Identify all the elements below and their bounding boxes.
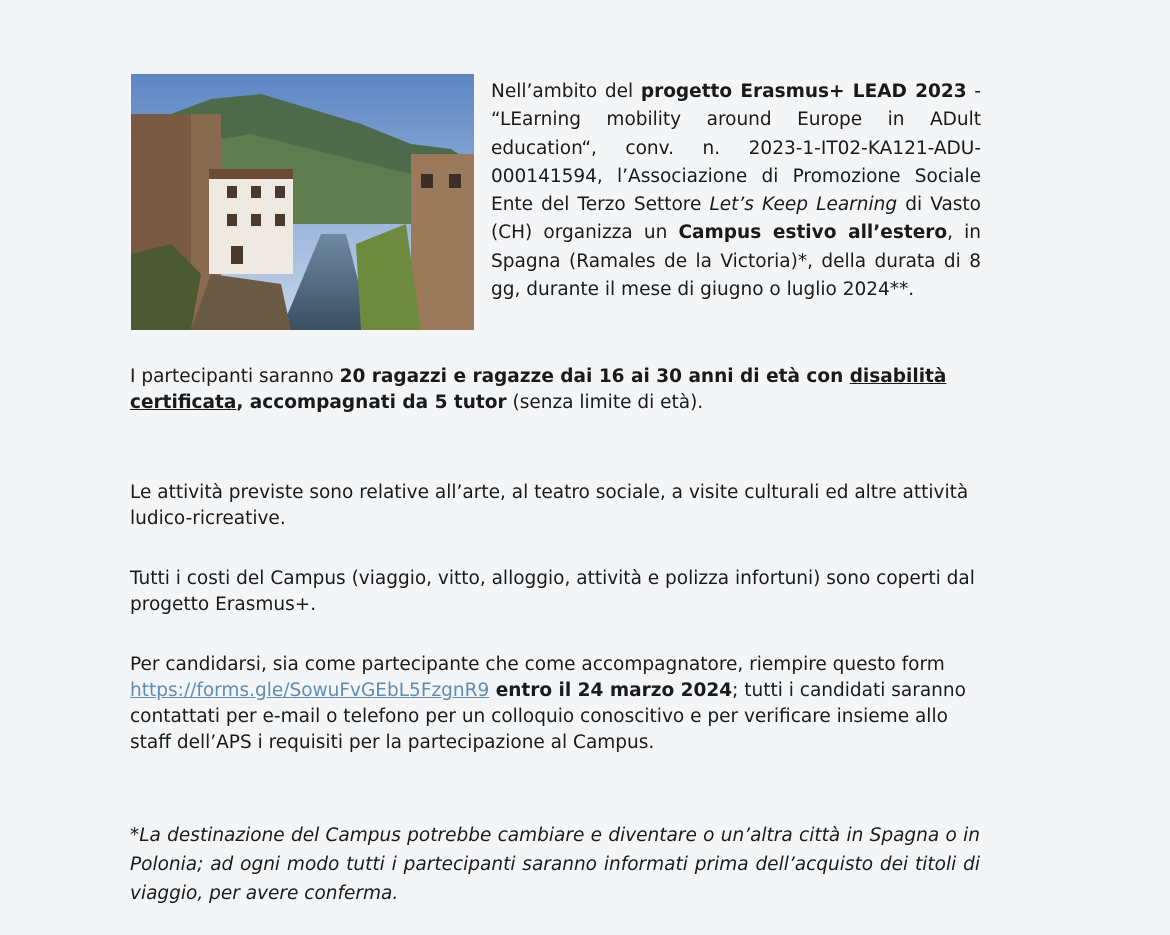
participants-highlight: 20 ragazzi e ragazze dai 16 ai 30 anni di età con [339,366,850,387]
application-form-link[interactable]: https://forms.gle/SowuFvGEbL5FzgnR9 [130,680,490,701]
project-name: progetto Erasmus+ LEAD 2023 [640,81,967,102]
costs-paragraph: Tutti i costi del Campus (viaggio, vitto, alloggio, attività e polizza infortuni) sono coperti dal progetto Erasmus+. [130,568,975,615]
disability-highlight: disabilità certificata [130,366,947,413]
participants-paragraph [130,364,980,416]
deadline-highlight: entro il 24 marzo 2024 [489,680,733,701]
photo-illustration [131,74,474,330]
tutors-highlight: , accompagnati da 5 tutor [236,392,507,413]
activities-paragraph: Le attività previste sono relative all’arte, al teatro sociale, a visite culturali ed altre attività ludico-ricreative. [130,482,969,529]
participants-text: (senza limite di età). [506,392,704,413]
participants-text: I partecipanti saranno [130,366,340,387]
footnote: *La destinazione del Campus potrebbe cambiare e diventare o un’altra città in Spagna o in Polonia; ad ogni modo tutti i partecipanti saranno informati prima dell’acquisto dei titoli di viaggio, per avere conferma. [130,825,980,904]
intro-text: di Vasto (CH) organizza un [491,194,982,244]
campus-highlight: Campus estivo all’estero [678,222,948,244]
intro-text: - “LEarning mobility around Europe in ADult education“, conv. n. 2023-1-IT02-KA121-ADU-000141594, l’Associazione di Promozione Sociale Ente del Terzo Settore [491,81,981,216]
village-river-photo [131,74,474,330]
apply-text: ; tutti i candidati saranno contattati per e-mail o telefono per un colloquio conoscitivo e per verificare insieme allo staff dell’APS i requisiti per la partecipazione al Campus. [130,680,966,753]
apply-paragraph [130,652,980,756]
apply-text: Per candidarsi, sia come partecipante che come accompagnatore, riempire questo form [130,654,945,675]
intro-text: , in Spagna (Ramales de la Victoria)*, della durata di 8 gg, durante il mese di giugno o luglio 2024**. [491,222,981,301]
association-name: Let’s Keep Learning [709,194,898,216]
intro-text: Nell’ambito del [491,81,641,102]
intro-paragraph [491,78,981,304]
